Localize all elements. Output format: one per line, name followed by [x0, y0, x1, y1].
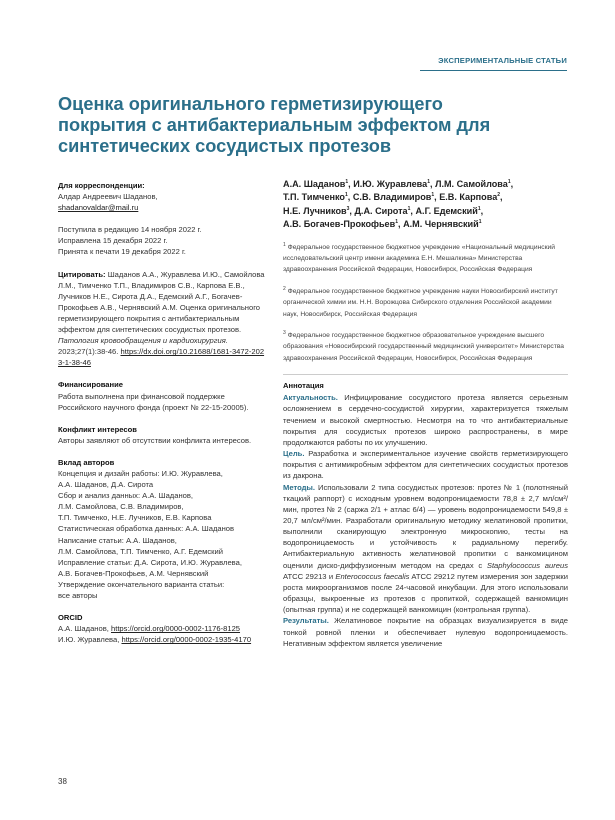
results-label: Результаты. — [283, 616, 329, 626]
affiliation-mark: 1 — [507, 178, 511, 185]
species-name: Staphylococcus aureus — [486, 560, 568, 570]
affiliation-mark: 1 — [395, 219, 398, 226]
affiliation-text: Федеральное государственное бюджетное учреждение науки Новосибирский институт органической химии им. Н.Н. Ворожцова Сибирского отделения Российской академии наук, Новосибирск, Российская Федерация — [283, 287, 558, 318]
citation-text: Шаданов А.А., Журавлева И.Ю., Самойлова Л.М., Тимченко Т.П., Владимиров С.В., Карпова Е.В., Лучников Н.Е., Сирота Д.А., Едемский А.Г., Богачев-Прокофьев А.В., Чернявский А.М. Оценка оригинального герметизирующего покрытия с антибактериальным эффектом для синтетических сосудистых протезов. — [58, 269, 265, 335]
contribution-line: А.А. Шаданов, Д.А. Сирота — [58, 480, 154, 490]
goal-text: Разработка и экспериментальное изучение свойств герметизирующего покрытия с антимикробным эффектом для синтетических сосудистых протезов из дакрона. — [283, 449, 568, 481]
methods-label: Методы. — [283, 482, 316, 492]
section-rule — [420, 70, 567, 71]
author-name: Т.П. Тимченко — [283, 192, 345, 203]
left-sidebar — [58, 180, 268, 656]
received-date: Поступила в редакцию 14 ноября 2022 г. — [58, 225, 202, 235]
conflict-block — [58, 424, 268, 446]
affiliation-mark: 1 — [345, 192, 348, 199]
affiliation-mark: 1 — [407, 205, 411, 212]
contribution-line: Утверждение окончательного варианта статьи: — [58, 579, 225, 589]
contribution-line: Т.П. Тимченко, Н.Е. Лучников, Е.В. Карпова — [58, 513, 212, 523]
author-name: Н.Е. Лучников — [283, 205, 347, 216]
abstract-goal — [283, 448, 568, 481]
affiliation-item — [283, 242, 568, 276]
contribution-line: Концепция и дизайн работы: И.Ю. Журавлева, — [58, 468, 223, 478]
affiliations — [283, 242, 568, 365]
contribution-line: Л.М. Самойлова, Т.П. Тимченко, А.Г. Едемский — [58, 546, 223, 556]
affiliation-mark: 3 — [346, 205, 350, 212]
affiliation-mark: 1 — [283, 241, 286, 248]
citation-journal: Патология кровообращения и кардиохирургия. — [58, 336, 228, 346]
contribution-line: Написание статьи: А.А. Шаданов, — [58, 535, 177, 545]
affiliation-mark: 1 — [427, 178, 430, 185]
methods-text: ATCC 29212 путем измерения зон задержки роста микроорганизмов после 24-часовой инкубации. Для этого использовали образцы, выкроенные из протезов с пропиткой, содержащей ванкомицин (опытная группа) и не содержащей ванкомицин (контрольная группа). — [283, 571, 568, 615]
correspondence-name: Алдар Андреевич Шаданов, — [58, 192, 158, 202]
orcid-link[interactable]: https://orcid.org/0000-0002-1176-8125 — [110, 624, 241, 634]
relevance-text: Инфицирование сосудистого протеза является серьезным осложнением в сердечно-сосудистой хирургии, характеризуется тяжелым течением и высокой смертностью. Несмотря на то что антибактериальные покрытия для сосудистых протезов широко распространены, в мире продолжаются работы по их улучшению. — [283, 393, 568, 447]
funding-heading: Финансирование — [58, 380, 123, 390]
author-name: А.Г. Едемский — [415, 205, 478, 216]
contribution-line: Статистическая обработка данных: А.А. Шаданов — [58, 524, 235, 534]
orcid-link[interactable]: https://orcid.org/0000-0002-1935-4170 — [121, 635, 252, 645]
affiliation-item — [283, 330, 568, 364]
orcid-heading: ORCID — [58, 613, 83, 623]
orcid-entry — [58, 634, 268, 645]
abstract-heading: Аннотация — [283, 381, 324, 391]
citation-block — [58, 269, 268, 369]
contribution-line: Сбор и анализ данных: А.А. Шаданов, — [58, 491, 194, 501]
dates-block — [58, 224, 268, 257]
contributions-block — [58, 457, 268, 601]
affiliation-mark: 1 — [477, 205, 481, 212]
abstract-body — [283, 392, 568, 649]
conflict-heading: Конфликт интересов — [58, 424, 137, 434]
affiliation-text: Федеральное государственное бюджетное образовательное учреждение высшего образования «Новосибирский государственный медицинский университет» Министерства здравоохранения Российской Федерации, Новосибирск, Российская Федерация — [283, 332, 565, 362]
affiliation-mark: 3 — [283, 329, 286, 336]
species-name: Enterococcus faecalis — [335, 571, 410, 581]
abstract-methods — [283, 482, 568, 616]
affiliation-mark: 1 — [431, 192, 435, 199]
funding-block — [58, 379, 268, 412]
citation-label: Цитировать: — [58, 269, 106, 279]
citation-doi-link[interactable]: https://dx.doi.org/10.21688/1681-3472-2023-1-38-46 — [58, 347, 265, 368]
orcid-author-name: А.А. Шаданов, — [58, 624, 109, 634]
conflict-text: Авторы заявляют об отсутствии конфликта интересов. — [58, 435, 252, 445]
correspondence-email-link[interactable]: shadanovaldar@mail.ru — [58, 203, 139, 213]
affiliation-mark: 1 — [478, 219, 482, 226]
author-name: С.В. Владимиров — [352, 192, 432, 203]
methods-text: Использовали 2 типа сосудистых протезов: протез № 1 (полотняный ткацкий раппорт) с исходным уровнем водопроницаемости 78,8 ± 2,7 мл/см²/мин, протез № 2 (саржа 2/1 + атлас 6/4) — уровень водопроницаемости 549,8 ± 20,7 мл/см²/мин. Разработали оригинальную методику желатиновой пропитки, выполнили сканирующую электронную микроскопию, тесты на водопроницаемость и устойчивость к радиальному перегибу. Антибактериальную активность желатиновой пропитки с ванкомицином оценили диско-диффузионным методом на средах с — [283, 482, 568, 570]
goal-label: Цель. — [283, 449, 305, 459]
authors-list: А.А. Шаданов$^1$, И.Ю. Журавлева$^1$, Л.М. Самойлова$^1$, Т.П. Тимченко$^1$, С.В. Владимиров$^1$, Е.В. Карпова$^2$, Н.Е. Лучников$^3$, Д.А. Сирота$^1$, А.Г. Едемский$^1$, А.В. Богачев-Прокофьев$^1$, А.М. Чернявский$^1$ — [283, 178, 514, 230]
funding-text: Работа выполнена при финансовой поддержке Российского научного фонда (проект № 22-15-20005). — [58, 391, 249, 412]
author-name: А.А. Шаданов — [283, 179, 346, 189]
author-name: И.Ю. Журавлева — [353, 179, 428, 189]
affiliation-item — [283, 286, 568, 320]
author-name: Л.М. Самойлова — [435, 179, 508, 189]
abstract-relevance — [283, 392, 568, 448]
orcid-block — [58, 612, 268, 645]
contribution-line: А.В. Богачев-Прокофьев, А.М. Чернявский — [58, 568, 209, 578]
affiliation-text: Федеральное государственное бюджетное учреждение «Национальный медицинский исследовательский центр имени академика Е.Н. Мешалкина» Министерства здравоохранения Российской Федерации, Новосибирск, Российская Федерация — [283, 243, 556, 274]
article-title: Оценка оригинального герметизирующего покрытия с антибактериальным эффектом для синтетических сосудистых протезов — [58, 94, 491, 156]
relevance-label: Актуальность. — [283, 393, 338, 403]
accepted-date: Принята к печати 19 декабря 2022 г. — [58, 247, 186, 257]
correspondence-heading: Для корреспонденции: — [58, 181, 145, 190]
author-name: Д.А. Сирота — [354, 205, 408, 216]
orcid-author-name: И.Ю. Журавлева, — [58, 635, 120, 645]
contributions-heading: Вклад авторов — [58, 457, 115, 467]
correspondence-block — [58, 180, 268, 213]
affiliation-mark: 1 — [345, 178, 349, 185]
page-number: 38 — [58, 777, 67, 786]
affiliation-mark: 2 — [283, 285, 286, 292]
author-name: А.М. Чернявский — [403, 219, 479, 230]
affiliation-mark: 2 — [497, 192, 501, 199]
contribution-line: все авторы — [58, 591, 98, 600]
contribution-line: Л.М. Самойлова, С.В. Владимиров, — [58, 502, 184, 512]
revised-date: Исправлена 15 декабря 2022 г. — [58, 236, 168, 246]
author-name: А.В. Богачев-Прокофьев — [283, 219, 396, 230]
author-name: Е.В. Карпова — [439, 192, 498, 203]
abstract-divider — [283, 374, 568, 375]
abstract-results — [283, 615, 568, 648]
methods-text: ATCC 29213 и — [283, 571, 334, 581]
orcid-entry — [58, 623, 268, 634]
contribution-line: Исправление статьи: Д.А. Сирота, И.Ю. Журавлева, — [58, 557, 242, 567]
right-column — [283, 178, 568, 649]
section-label: ЭКСПЕРИМЕНТАЛЬНЫЕ СТАТЬИ — [438, 56, 567, 65]
results-text: Желатиновое покрытие на образцах визуализируется в виде тонкой ровной пленки и обеспечивает нулевую водопроницаемость. Негативным эффектом является увеличение — [283, 616, 568, 648]
citation-issue: 2023;27(1):38-46. — [58, 347, 119, 357]
